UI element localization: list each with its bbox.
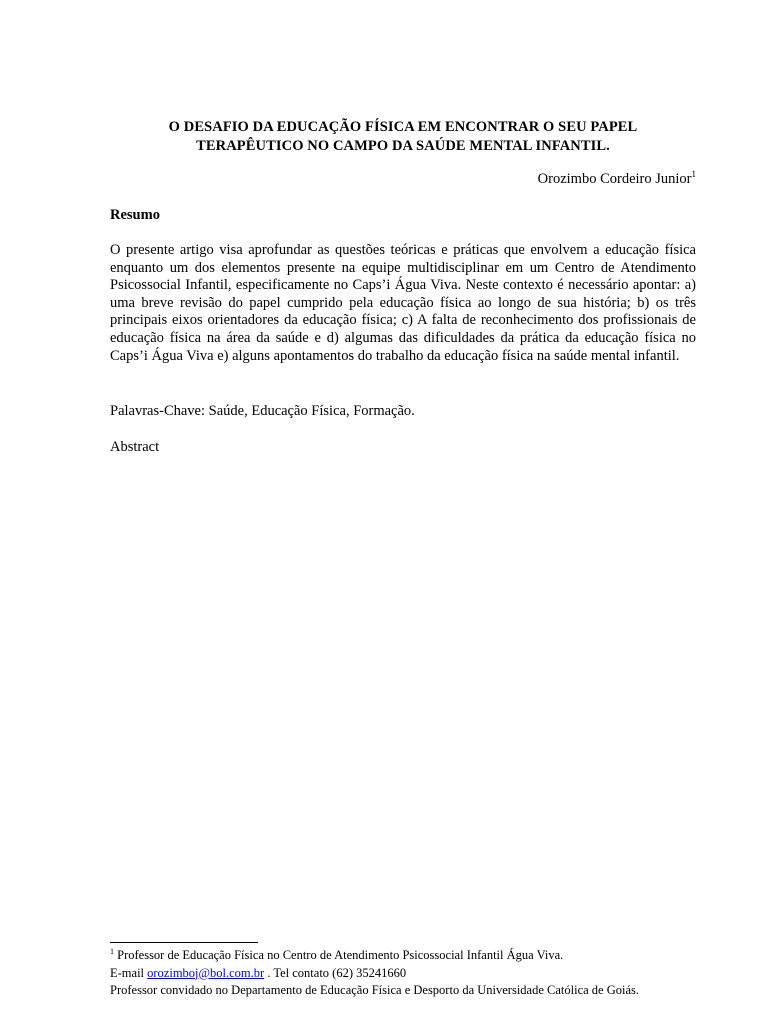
- author-name: Orozimbo Cordeiro Junior: [537, 171, 692, 187]
- author-line: [538, 170, 696, 189]
- footnote-phone: . Tel contato (62) 35241660: [264, 965, 407, 980]
- abstract-paragraph: O presente artigo visa aprofundar as questões teóricas e práticas que envolvem a educação física enquanto um dos elementos presente na equipe multidisciplinar em um Centro de Atendimento Psicossocial Infantil, especificamente no Caps’i Água Viva. Neste contexto é necessário apontar: a) uma breve revisão do papel cumprido pela educação física ao longo de sua história; b) os três principais eixos orientadores da educação física; c) A falta de reconhecimento dos profissionais de educação física na área da saúde e d) algumas das dificuldades da prática da educação física no Caps’i Água Viva e) alguns apontamentos do trabalho da educação física na saúde mental infantil.: [110, 242, 696, 364]
- footnote-divider: [110, 942, 258, 943]
- footnote-line-1: [110, 947, 696, 965]
- footnote-email-prefix: E-mail: [110, 965, 148, 980]
- abstract-en-heading: Abstract: [110, 439, 160, 455]
- title-line-2: TERAPÊUTICO NO CAMPO DA SAÚDE MENTAL INFANTIL.: [196, 138, 610, 154]
- keywords-line: Palavras-Chave: Saúde, Educação Física, Formação.: [110, 403, 415, 419]
- author-footnote-mark: 1: [691, 169, 696, 180]
- footnote-line-2: [110, 965, 696, 983]
- email-link[interactable]: orozimboj@bol.com.br: [147, 965, 265, 980]
- title-line-1: O DESAFIO DA EDUCAÇÃO FÍSICA EM ENCONTRAR O SEU PAPEL: [168, 119, 638, 135]
- abstract-heading: Resumo: [110, 207, 160, 223]
- footnote-affiliation: Professor de Educação Física no Centro de Atendimento Psicossocial Infantil Água Viva.: [114, 948, 564, 962]
- footnote-mark: 1: [110, 946, 114, 956]
- document-title: [110, 118, 696, 156]
- footnote-block: [110, 947, 696, 1000]
- footnote-line-3: Professor convidado no Departamento de Educação Física e Desporto da Universidade Católica de Goiás.: [110, 983, 639, 997]
